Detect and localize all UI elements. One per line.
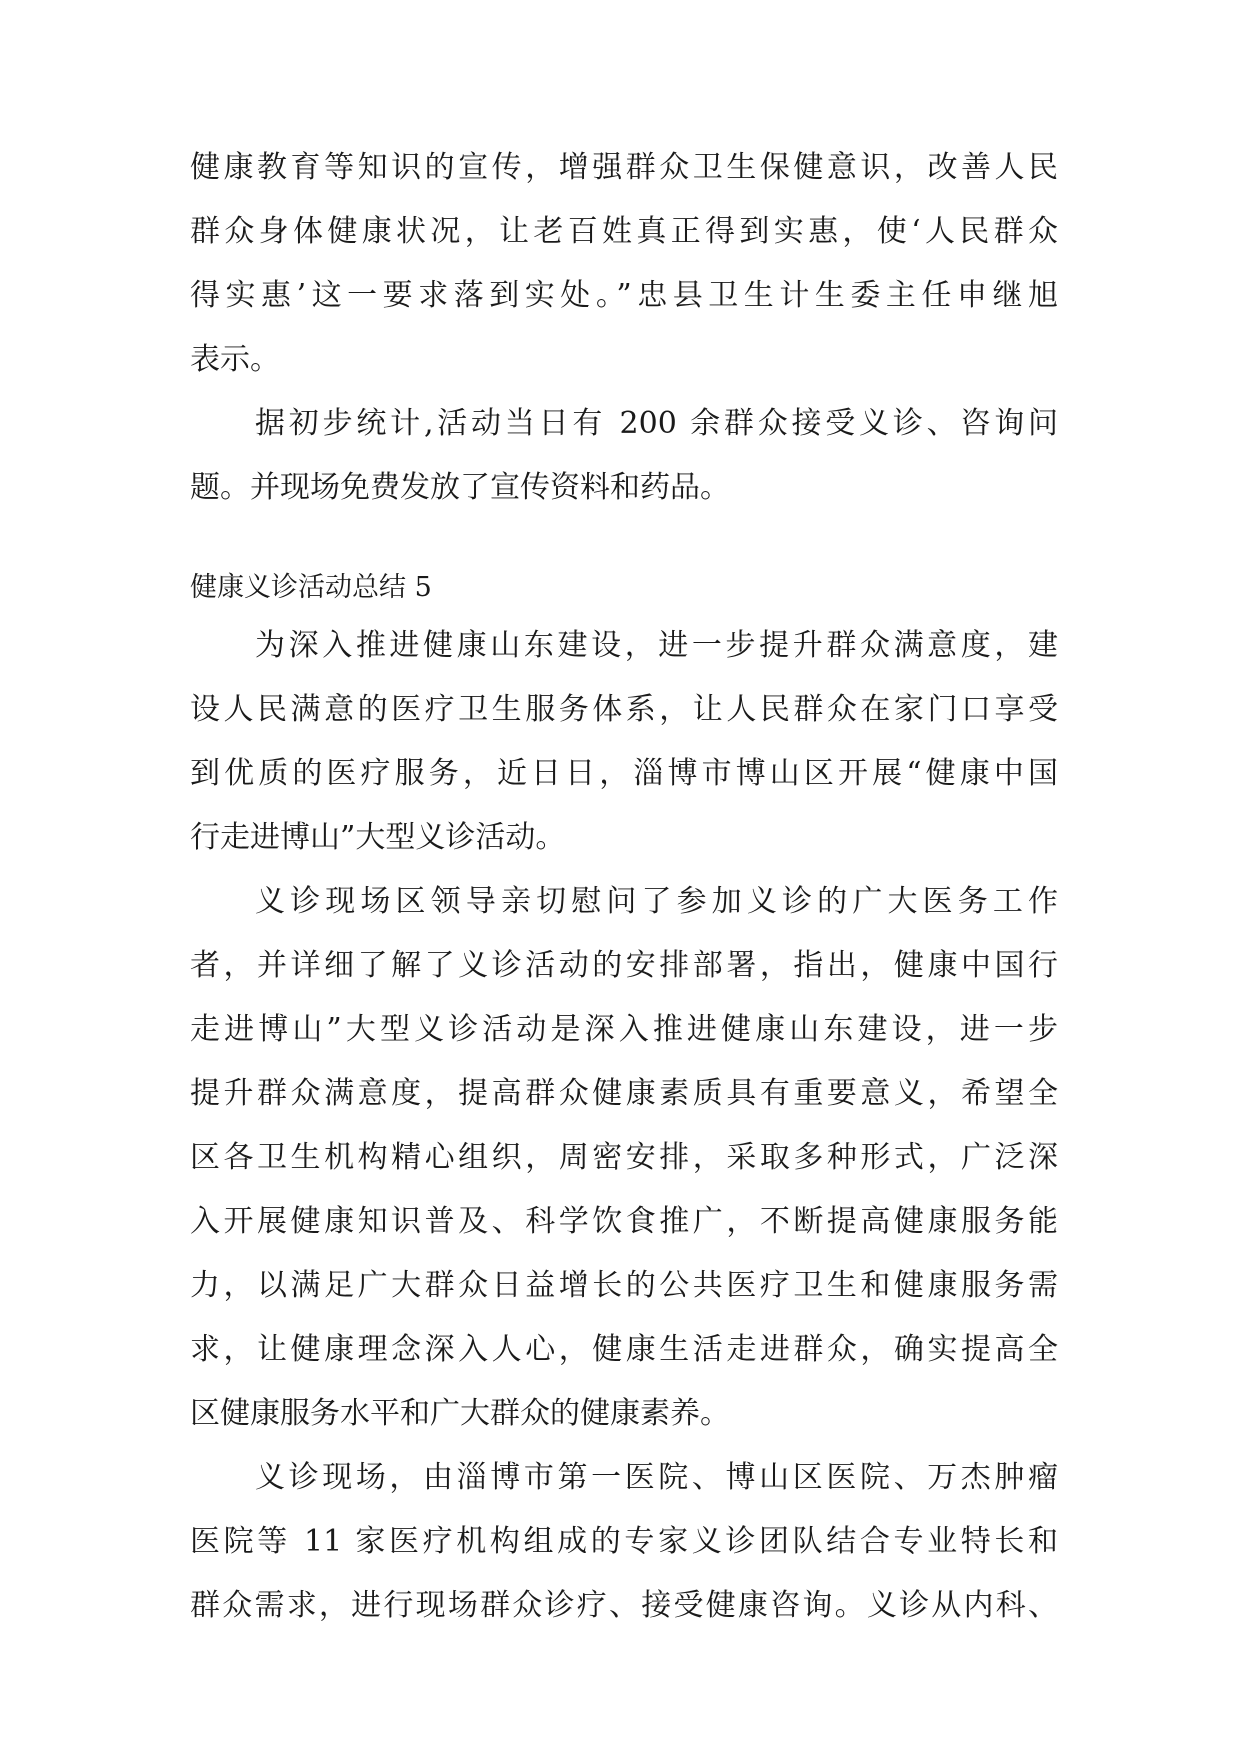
paragraph-line: 入开展健康知识普及、科学饮食推广，不断提高健康服务能: [190, 1204, 1058, 1239]
paragraph-line: 者，并详细了解了义诊活动的安排部署，指出，健康中国行: [190, 948, 1058, 983]
section-heading: 健康义诊活动总结 5: [190, 572, 432, 603]
paragraph-line: 健康教育等知识的宣传，增强群众卫生保健意识，改善人民: [190, 150, 1058, 185]
paragraph-line: 提升群众满意度，提高群众健康素质具有重要意义，希望全: [190, 1076, 1058, 1111]
paragraph-line: 求，让健康理念深入人心，健康生活走进群众，确实提高全: [190, 1332, 1058, 1367]
paragraph-line: 区健康服务水平和广大群众的健康素养。: [190, 1396, 730, 1431]
paragraph-line: 义诊现场区领导亲切慰问了参加义诊的广大医务工作: [255, 884, 1058, 919]
paragraph-line: 到优质的医疗服务，近日日，淄博市博山区开展“健康中国: [190, 756, 1058, 791]
paragraph-line: 义诊现场，由淄博市第一医院、博山区医院、万杰肿瘤: [255, 1460, 1058, 1495]
paragraph-line: 力，以满足广大群众日益增长的公共医疗卫生和健康服务需: [190, 1268, 1058, 1303]
paragraph-line: 行走进博山”大型义诊活动。: [190, 820, 566, 855]
paragraph-line: 走进博山”大型义诊活动是深入推进健康山东建设，进一步: [190, 1012, 1058, 1047]
paragraph-line: 设人民满意的医疗卫生服务体系，让人民群众在家门口享受: [190, 692, 1058, 727]
paragraph-line: 表示。: [190, 342, 280, 377]
paragraph-line: 医院等 11 家医疗机构组成的专家义诊团队结合专业特长和: [190, 1524, 1058, 1559]
paragraph-line: 群众身体健康状况，让老百姓真正得到实惠，使‘人民群众: [190, 214, 1058, 249]
paragraph-line: 群众需求，进行现场群众诊疗、接受健康咨询。义诊从内科、: [190, 1588, 1058, 1623]
paragraph-line: 为深入推进健康山东建设，进一步提升群众满意度，建: [255, 628, 1058, 663]
paragraph-line: 得实惠’这一要求落到实处。”忠县卫生计生委主任申继旭: [190, 278, 1058, 313]
paragraph-line: 题。并现场免费发放了宣传资料和药品。: [190, 470, 730, 505]
paragraph-line: 区各卫生机构精心组织，周密安排，采取多种形式，广泛深: [190, 1140, 1058, 1175]
paragraph-line: 据初步统计,活动当日有 200 余群众接受义诊、咨询问: [255, 406, 1058, 441]
